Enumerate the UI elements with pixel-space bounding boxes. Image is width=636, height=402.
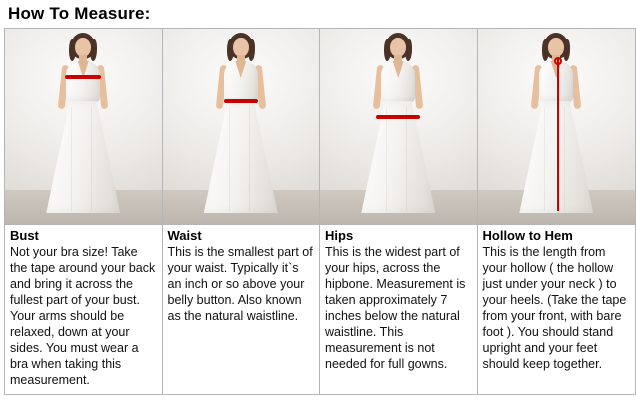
dress-skirt [46,101,120,213]
skirt-fold [229,107,230,211]
hollow-to-hem-text: This is the length from your hollow ( the hollow just under your neck ) to your heels. (Take the tape from your front, with bare foot ). You should stand upright and your feet should keep together. [482,245,630,371]
hips-title: Hips [325,228,354,243]
hollow-point-marker [554,57,562,65]
waist-caption [163,225,320,394]
skirt-fold [564,107,565,211]
hollow-to-hem-photo [478,29,636,225]
page-title: How To Measure: [8,4,151,23]
hips-text: This is the widest part of your hips, across the hipbone. Measurement is taken approximately 7 inches below the natural waistline. This measurement is not needed for full gowns. [325,245,469,371]
measurement-cell-bust [5,29,163,394]
waist-title: Waist [167,228,202,243]
bride-figure [348,29,448,224]
dress-skirt [204,101,278,213]
bride-figure [33,29,133,224]
measurement-table [4,28,636,395]
waist-photo [163,29,320,225]
skirt-fold [249,107,250,211]
bust-title: Bust [10,228,39,243]
bust-caption [5,225,162,394]
bust-text: Not your bra size! Take the tape around your back and bring it across the fullest part of your bust. Your arms should be relaxed, down at your sides. You must wear a bra when taking this measurement. [10,245,159,387]
hollow-to-hem-measure-line [557,59,559,211]
skirt-fold [91,107,92,211]
bride-figure [506,29,606,224]
skirt-fold [544,107,545,211]
hips-caption [320,225,477,394]
hollow-to-hem-caption [478,225,636,394]
hollow-to-hem-title: Hollow to Hem [482,228,573,243]
waist-text: This is the smallest part of your waist. Typically it`s an inch or so above your belly button. Also known as the natural waistline. [167,245,317,323]
bust-measure-marker [65,75,101,79]
dress-skirt [519,101,593,213]
skirt-fold [71,107,72,211]
measurement-cell-waist [163,29,321,394]
measurement-cell-hips [320,29,478,394]
bride-figure [191,29,291,224]
measurement-cell-hollow-to-hem [478,29,636,394]
skirt-fold [406,107,407,211]
skirt-fold [386,107,387,211]
hips-photo [320,29,477,225]
hips-measure-marker [376,115,420,119]
bust-photo [5,29,162,225]
waist-measure-marker [224,99,258,103]
